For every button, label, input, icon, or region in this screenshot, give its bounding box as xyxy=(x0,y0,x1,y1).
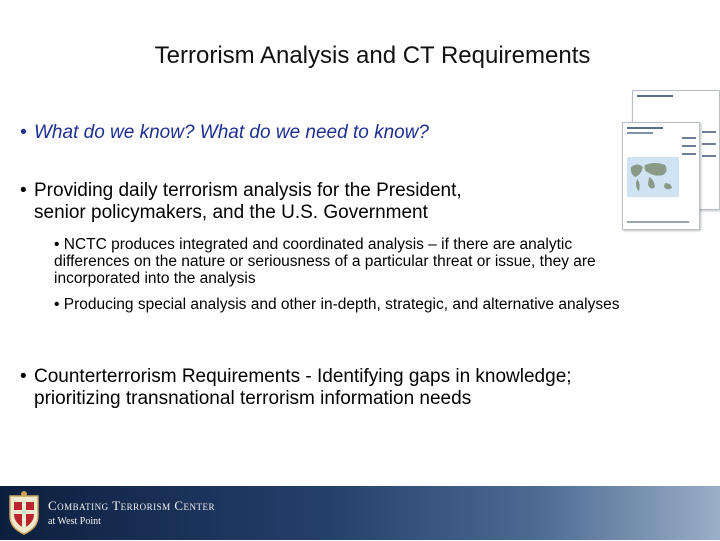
thumbnail-side-line xyxy=(702,131,716,133)
bullet-mark: • xyxy=(20,366,27,387)
bullet-requirements xyxy=(20,366,700,410)
ctc-crest-logo xyxy=(6,490,42,536)
bullet-analysis-line2: senior policymakers, and the U.S. Government xyxy=(34,202,428,223)
thumbnail-title-line xyxy=(627,132,653,134)
bullet-requirements-line1: Counterterrorism Requirements - Identifying gaps in knowledge; xyxy=(34,366,572,387)
footer-band xyxy=(0,486,720,540)
bullet-mark: • xyxy=(54,236,60,253)
thumbnail-side-line xyxy=(702,155,716,157)
thumbnail-side-line xyxy=(682,153,696,155)
ctc-name: Combating Terrorism Center xyxy=(48,498,216,513)
thumbnail-footer-line xyxy=(627,221,689,223)
bullet-question-text: What do we know? What do we need to know? xyxy=(34,122,430,143)
slide-title: Terrorism Analysis and CT Requirements xyxy=(154,42,591,69)
thumbnail-header-line xyxy=(627,127,663,129)
document-thumbnail-front xyxy=(622,122,700,230)
bullet-analysis-line1: Providing daily terrorism analysis for the President, xyxy=(34,180,462,201)
world-map-image xyxy=(627,157,679,197)
bullet-mark: • xyxy=(20,180,27,201)
thumbnail-header-line xyxy=(637,95,673,97)
bullet-mark: • xyxy=(54,296,60,313)
thumbnail-side-line xyxy=(702,143,716,145)
ctc-location: at West Point xyxy=(48,516,101,527)
thumbnail-side-line xyxy=(682,137,696,139)
thumbnail-side-line xyxy=(682,145,696,147)
bullet-mark: • xyxy=(20,122,27,143)
sub-bullet-special-analysis-text: Producing special analysis and other in-depth, strategic, and alternative analyses xyxy=(63,296,620,313)
sub-bullet-nctc xyxy=(54,236,644,287)
bullet-requirements-line2: prioritizing transnational terrorism information needs xyxy=(34,388,472,409)
bullet-analysis xyxy=(20,180,630,224)
bullet-question xyxy=(20,122,630,144)
sub-bullet-nctc-text: NCTC produces integrated and coordinated analysis – if there are analytic differences on the nature or seriousness of a particular threat or issue, they are incorporated into the analysis xyxy=(54,236,596,287)
sub-bullet-special-analysis xyxy=(54,296,644,313)
